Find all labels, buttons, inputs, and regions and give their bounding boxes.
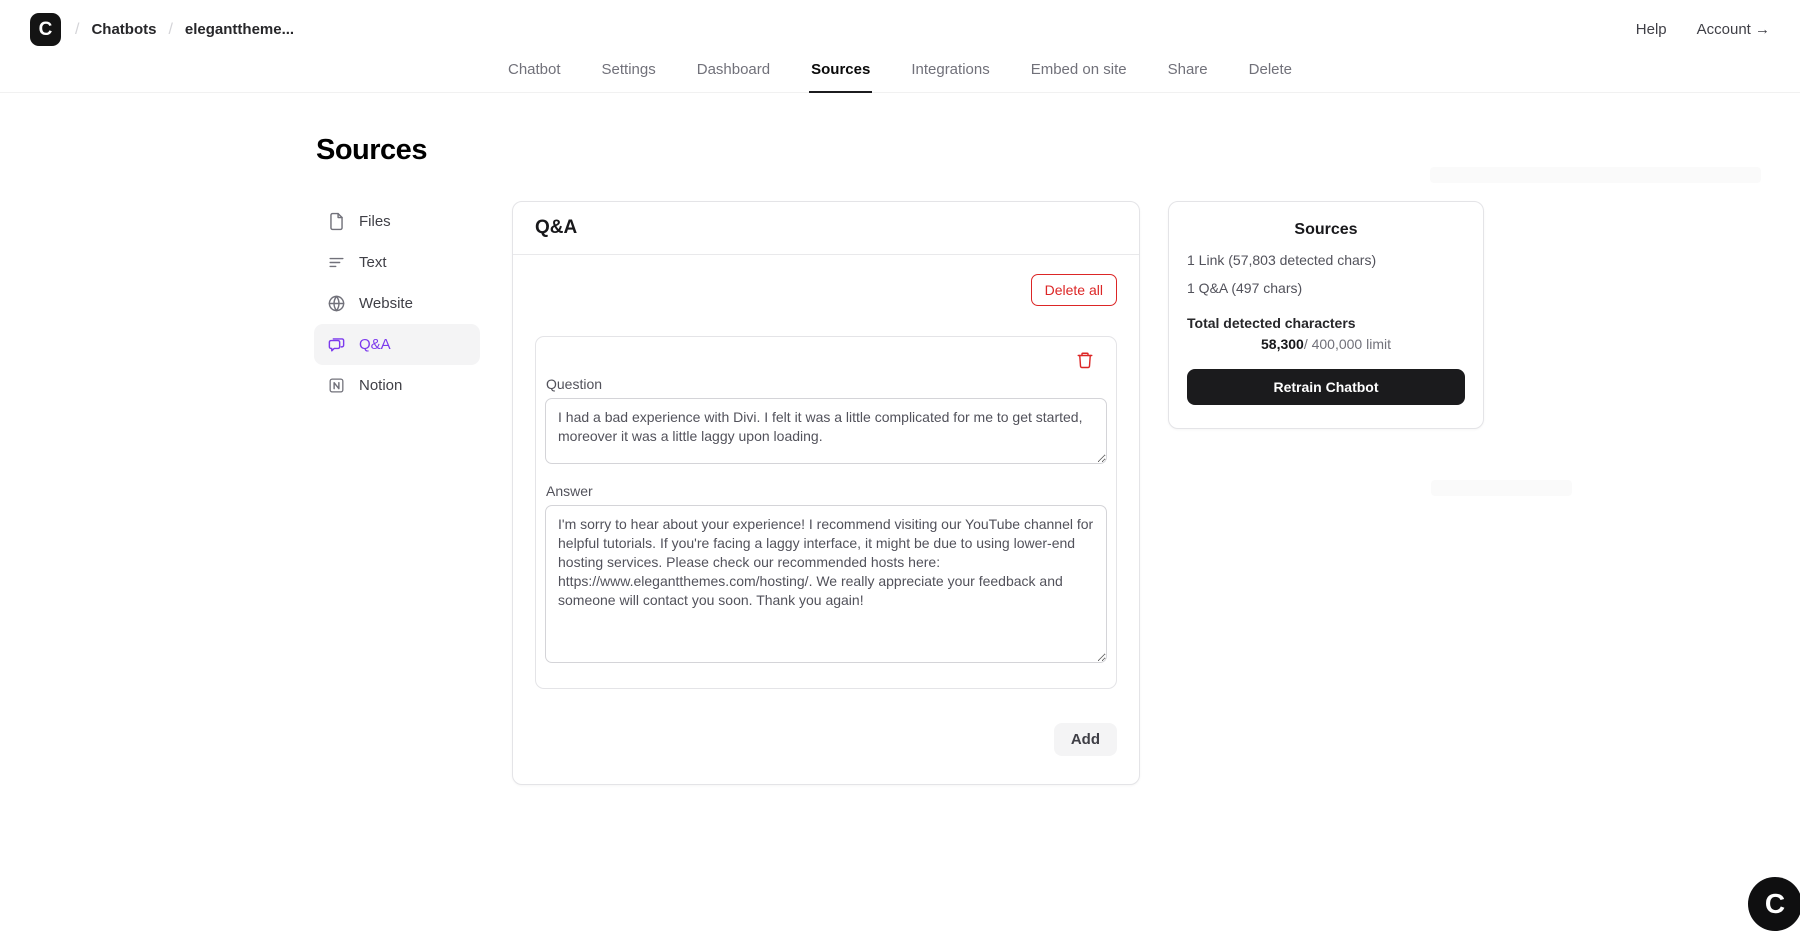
add-qa-button[interactable]: Add [1054, 723, 1117, 756]
sidebar-item-website[interactable] [314, 283, 480, 324]
brand-area [30, 13, 294, 46]
sidebar-item-label: Text [359, 254, 387, 271]
tab-bar [0, 55, 1800, 93]
page-content [314, 134, 1486, 785]
total-detected-label: Total detected characters [1187, 315, 1356, 331]
retrain-chatbot-button[interactable]: Retrain Chatbot [1187, 369, 1465, 405]
breadcrumb-current-bot[interactable]: eleganttheme... [184, 21, 295, 38]
sources-summary-card [1168, 201, 1484, 429]
file-icon [327, 212, 346, 231]
total-detected-value-row [1187, 336, 1465, 352]
tab-integrations[interactable]: Integrations [911, 61, 990, 78]
tab-delete[interactable]: Delete [1248, 61, 1292, 78]
globe-icon [327, 294, 346, 313]
breadcrumb-chatbots[interactable]: Chatbots [91, 21, 157, 38]
app-logo-letter: C [38, 18, 53, 40]
sources-sidebar [314, 201, 480, 406]
sidebar-item-label: Files [359, 213, 391, 230]
tab-sources[interactable]: Sources [809, 55, 872, 93]
app-header [0, 0, 1800, 46]
qa-card-title: Q&A [513, 202, 1139, 255]
qa-item [535, 336, 1117, 689]
tab-share[interactable]: Share [1167, 61, 1208, 78]
answer-label: Answer [546, 483, 593, 499]
sidebar-item-text[interactable] [314, 242, 480, 283]
page-title: Sources [316, 134, 427, 166]
text-lines-icon [327, 253, 346, 272]
qa-card [512, 201, 1140, 785]
sources-summary-title: Sources [1294, 221, 1358, 238]
question-input[interactable] [545, 398, 1107, 464]
trash-icon [1076, 358, 1094, 373]
tab-embed-on-site[interactable]: Embed on site [1030, 61, 1127, 78]
sidebar-item-notion[interactable] [314, 365, 480, 406]
breadcrumb-separator: / [75, 20, 80, 38]
summary-link-count: 1 Link (57,803 detected chars) [1187, 252, 1377, 268]
sidebar-item-files[interactable] [314, 201, 480, 242]
tab-chatbot[interactable]: Chatbot [507, 61, 561, 78]
tab-settings[interactable]: Settings [601, 61, 656, 78]
account-link[interactable]: Account → [1696, 21, 1770, 38]
total-detected-value: 58,300 [1261, 336, 1304, 352]
delete-all-button[interactable]: Delete all [1031, 274, 1117, 306]
help-link[interactable]: Help [1635, 21, 1667, 38]
app-logo[interactable] [30, 13, 61, 46]
sidebar-item-qa[interactable] [314, 324, 480, 365]
total-detected-limit: / 400,000 limit [1303, 336, 1391, 352]
skeleton-bar [1431, 480, 1572, 496]
notion-icon [327, 376, 346, 395]
breadcrumb [75, 21, 294, 39]
sidebar-item-label: Q&A [359, 336, 391, 353]
sidebar-item-label: Website [359, 295, 413, 312]
chat-widget-logo: C [1764, 888, 1786, 919]
sidebar-item-label: Notion [359, 377, 403, 394]
question-label: Question [546, 376, 603, 392]
tab-dashboard[interactable]: Dashboard [696, 61, 771, 78]
answer-input[interactable] [545, 505, 1107, 663]
delete-qa-item-button[interactable] [1076, 350, 1094, 370]
header-links [1636, 21, 1770, 38]
summary-qa-count: 1 Q&A (497 chars) [1187, 280, 1303, 296]
chat-bubbles-icon [327, 335, 346, 354]
breadcrumb-separator: / [168, 20, 173, 38]
skeleton-bar [1430, 167, 1761, 183]
chat-widget-button[interactable] [1748, 877, 1800, 931]
